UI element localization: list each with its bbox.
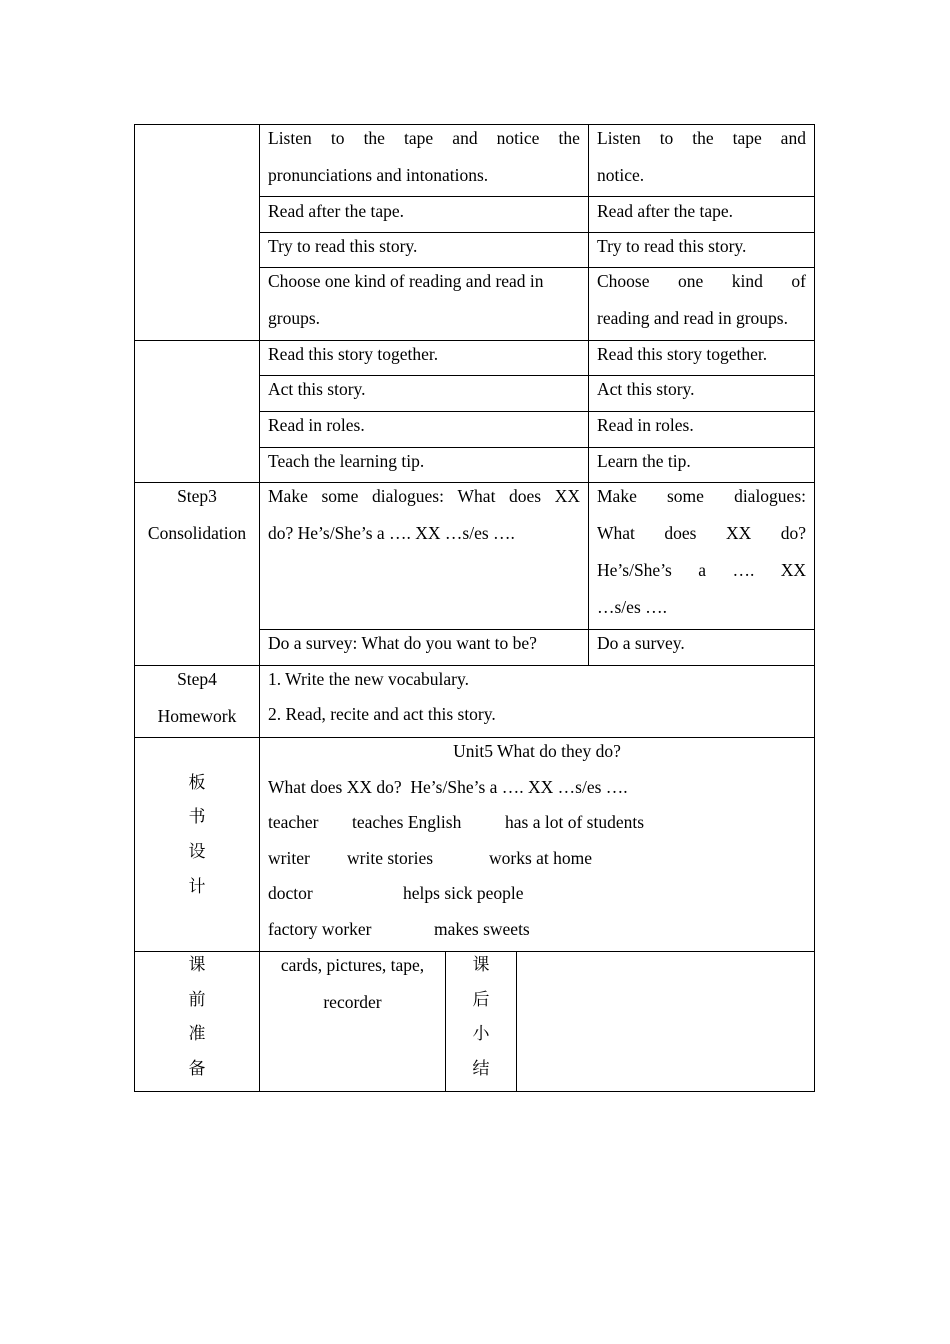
row-divider — [134, 340, 815, 341]
step4-label-line2: Homework — [157, 706, 237, 726]
board-label-char: 板 — [188, 773, 206, 793]
teacher-activity-read-together: Read this story together. — [268, 344, 439, 364]
board-word: helps sick people — [403, 883, 524, 903]
board-word: has a lot of students — [505, 812, 645, 832]
teacher-activity-listen-line1: Listen to the tape and notice the — [268, 128, 580, 148]
teacher-activity-read-after: Read after the tape. — [268, 201, 405, 221]
row-divider — [134, 482, 815, 483]
summary-label-char: 后 — [472, 990, 490, 1010]
homework-item-1: 1. Write the new vocabulary. — [268, 669, 469, 689]
table-border-right — [814, 124, 815, 1092]
teacher-activity-roles: Read in roles. — [268, 415, 365, 435]
step3-student-dialogue-line3: He’s/She’s a …. XX — [597, 560, 806, 580]
row-divider — [259, 411, 815, 412]
row-divider — [259, 232, 815, 233]
step3-student-dialogue-line1: Make some dialogues: — [597, 486, 806, 506]
step3-teacher-survey: Do a survey: What do you want to be? — [268, 633, 537, 653]
table-border-bottom — [134, 1091, 815, 1092]
teacher-activity-listen-line2: pronunciations and intonations. — [268, 165, 489, 185]
board-label-char: 书 — [188, 807, 206, 827]
row-divider — [259, 447, 815, 448]
board-label-char: 设 — [188, 842, 206, 862]
row-divider — [134, 951, 815, 952]
student-activity-read-together: Read this story together. — [597, 344, 768, 364]
prep-label-char: 备 — [188, 1059, 206, 1079]
prep-materials-line1: cards, pictures, tape, — [280, 955, 425, 975]
prep-materials-line2: recorder — [323, 992, 382, 1012]
step3-student-dialogue-line4: …s/es …. — [597, 597, 667, 617]
prep-label-char: 准 — [188, 1024, 206, 1044]
teacher-activity-try-read: Try to read this story. — [268, 236, 418, 256]
summary-label-char: 结 — [472, 1059, 490, 1079]
teacher-activity-act: Act this story. — [268, 379, 366, 399]
row-divider — [259, 375, 815, 376]
table-border-top — [134, 124, 815, 125]
summary-label-char: 小 — [472, 1024, 490, 1044]
step4-label-line1: Step4 — [177, 669, 217, 689]
row-divider — [259, 196, 815, 197]
column-divider-label — [259, 124, 260, 1092]
student-activity-read-after: Read after the tape. — [597, 201, 734, 221]
board-word: factory worker — [268, 919, 372, 939]
step3-teacher-dialogue-line2: do? He’s/She’s a …. XX …s/es …. — [268, 523, 515, 543]
row-divider — [134, 737, 815, 738]
board-word: write stories — [347, 848, 434, 868]
board-word: teacher — [268, 812, 319, 832]
teacher-activity-choose-line2: groups. — [268, 308, 321, 328]
student-activity-listen-line2: notice. — [597, 165, 645, 185]
board-word: writer — [268, 848, 310, 868]
board-word: teaches English — [352, 812, 462, 832]
board-word: works at home — [489, 848, 593, 868]
student-activity-roles: Read in roles. — [597, 415, 694, 435]
step3-student-survey: Do a survey. — [597, 633, 685, 653]
step3-teacher-dialogue-line1: Make some dialogues: What does XX — [268, 486, 580, 506]
board-word: makes sweets — [434, 919, 530, 939]
board-word: doctor — [268, 883, 313, 903]
student-activity-listen-line1: Listen to the tape and — [597, 128, 806, 148]
prep-label-char: 前 — [188, 990, 206, 1010]
summary-label-char: 课 — [472, 955, 490, 975]
column-divider-summary — [516, 952, 517, 1092]
step3-label-line1: Step3 — [177, 486, 217, 506]
row-divider — [134, 665, 815, 666]
student-activity-try-read: Try to read this story. — [597, 236, 747, 256]
board-label-char: 计 — [188, 877, 206, 897]
student-activity-choose-line2: reading and read in groups. — [597, 308, 788, 328]
step3-student-dialogue-line2: What does XX do? — [597, 523, 806, 543]
board-title: Unit5 What do they do? — [453, 741, 621, 761]
column-divider-student — [588, 124, 589, 665]
prep-label-char: 课 — [188, 955, 206, 975]
step3-label-line2: Consolidation — [147, 523, 247, 543]
teacher-activity-choose-line1: Choose one kind of reading and read in — [268, 271, 544, 291]
table-border-left — [134, 124, 135, 1092]
row-divider — [259, 267, 815, 268]
student-activity-tip: Learn the tip. — [597, 451, 691, 471]
student-activity-act: Act this story. — [597, 379, 695, 399]
student-activity-choose-line1: Choose one kind of — [597, 271, 806, 291]
homework-item-2: 2. Read, recite and act this story. — [268, 704, 496, 724]
board-sentence-pattern: What does XX do? He’s/She’s a …. XX …s/es …. — [268, 777, 628, 797]
teacher-activity-tip: Teach the learning tip. — [268, 451, 425, 471]
row-divider — [259, 629, 815, 630]
